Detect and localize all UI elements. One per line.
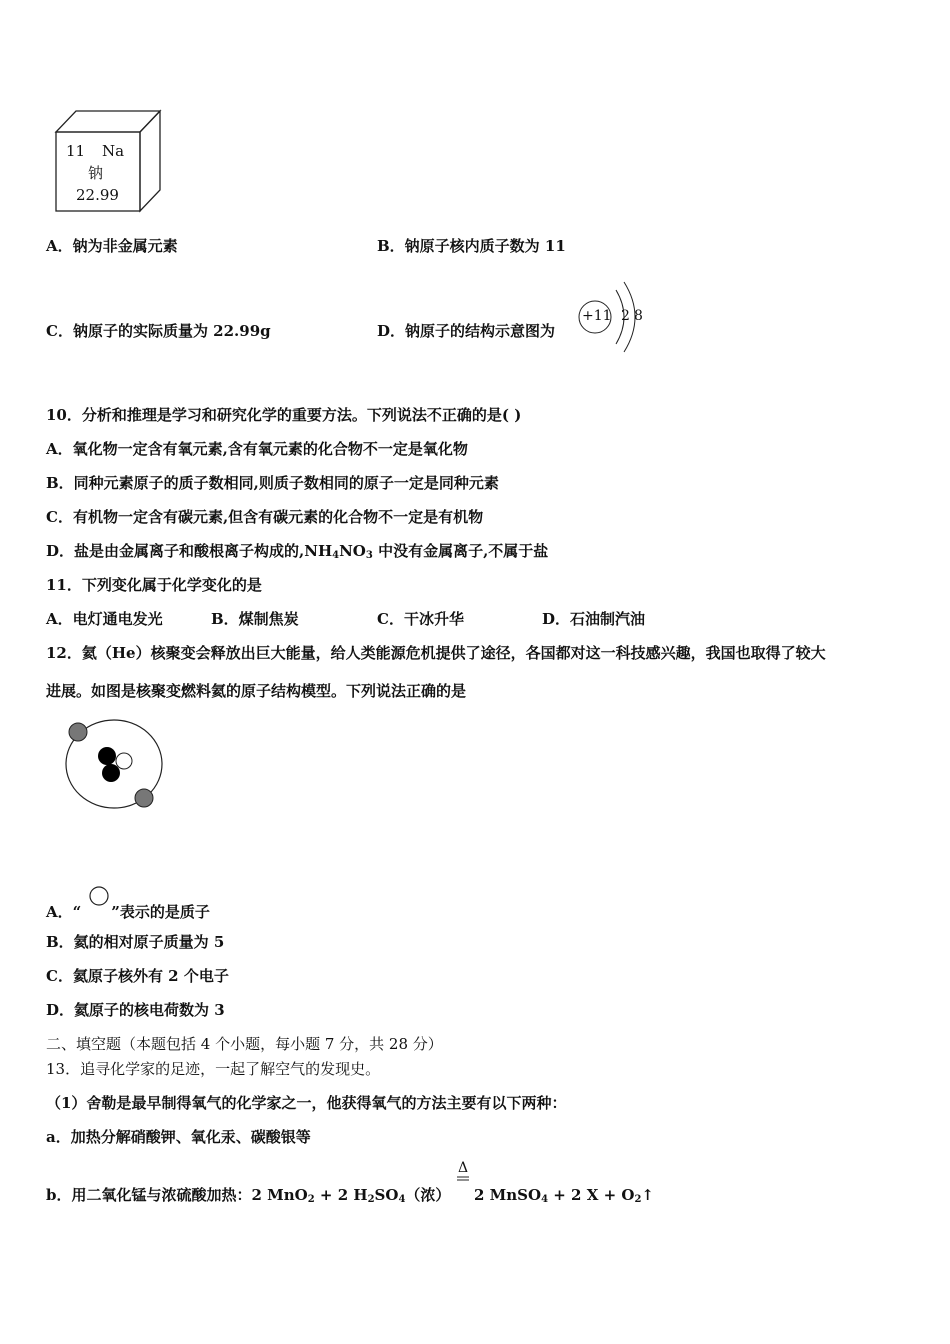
q13-sub5: 2 (634, 1194, 642, 1205)
q13-b-mid1: + 2 H (314, 1186, 368, 1204)
q9-option-b: B．钠原子核内质子数为 11 (377, 237, 566, 255)
q12-stem-line2: 进展。如图是核聚变燃料氦的原子结构模型。下列说法正确的是 (46, 682, 467, 700)
q10-option-a: A．氧化物一定含有氧元素,含有氧元素的化合物不一定是氧化物 (46, 440, 468, 458)
q13-b-sub3: 4 (398, 1194, 406, 1205)
q13-b-mid2: SO (374, 1186, 399, 1204)
q12-a-prefix: A．“ (46, 903, 82, 921)
section-2-heading: 二、填空题（本题包括 4 个小题，每小题 7 分，共 28 分） (46, 1035, 443, 1053)
atom-shell-2: 8 (634, 308, 643, 324)
q9-option-d: D．钠原子的结构示意图为 (377, 322, 556, 340)
q10-option-c: C．有机物一定含有碳元素,但含有碳元素的化合物不一定是有机物 (46, 508, 484, 526)
q13-b-mid3: （浓） (405, 1186, 451, 1204)
q10-option-d (46, 541, 548, 561)
q11-option-a: A．电灯通电发光 (46, 610, 163, 628)
helium-atom-model (62, 716, 172, 816)
reaction-condition (452, 1158, 474, 1188)
q10-d-mid: NO (339, 542, 366, 560)
q13-products (474, 1185, 654, 1205)
q10-d-sub1: 4 (332, 550, 340, 561)
q13-method-a: a．加热分解硝酸钾、氧化汞、碳酸银等 (46, 1128, 311, 1146)
q13-stem: 13．追寻化学家的足迹，一起了解空气的发现史。 (46, 1060, 381, 1078)
element-atomic-number: 11 (66, 142, 86, 160)
q13-b-sub1: 2 (307, 1194, 315, 1205)
element-name: 钠 (88, 164, 104, 182)
q13-b-prefix: b．用二氧化锰与浓硫酸加热：2 MnO (46, 1186, 308, 1204)
q11-stem: 11．下列变化属于化学变化的是 (46, 576, 262, 594)
q9-option-a: A．钠为非金属元素 (46, 237, 178, 255)
atom-structure-diagram (576, 272, 656, 362)
gas-arrow: ↑ (641, 1186, 654, 1204)
q10-option-b: B．同种元素原子的质子数相同,则质子数相同的原子一定是同种元素 (46, 474, 499, 492)
helium-atom-drawing (62, 716, 172, 816)
q13-prod2: + 2 X + O (548, 1186, 635, 1204)
q13-b-sub2: 2 (367, 1194, 375, 1205)
neutron-symbol-icon (81, 885, 111, 911)
q10-d-sub2: 3 (365, 550, 373, 561)
element-symbol: Na (102, 142, 125, 160)
q13-part1: （1）舍勒是最早制得氧气的化学家之一，他获得氧气的方法主要有以下两种： (46, 1094, 567, 1112)
element-tile (52, 108, 164, 214)
q13-sub4: 4 (541, 1194, 549, 1205)
atom-nucleus-charge: +11 (582, 308, 612, 324)
heat-symbol: Δ (457, 1160, 469, 1176)
q10-d-prefix: D．盐是由金属离子和酸根离子构成的,NH (46, 542, 333, 560)
q12-option-d: D．氦原子的核电荷数为 3 (46, 1001, 225, 1019)
q11-option-d: D．石油制汽油 (542, 610, 646, 628)
q13-method-b (46, 1185, 450, 1205)
q13-prod1: 2 MnSO (474, 1186, 542, 1204)
q12-stem-line1: 12．氦（He）核聚变会释放出巨大能量，给人类能源危机提供了途径，各国都对这一科技感兴趣，我国也取得了较大 (46, 644, 826, 662)
atom-shell-1: 2 (621, 308, 630, 324)
q12-option-a (46, 885, 210, 922)
q11-option-c: C．干冰升华 (377, 610, 464, 628)
element-mass: 22.99 (76, 186, 119, 204)
q12-option-b: B．氦的相对原子质量为 5 (46, 933, 225, 951)
q10-d-suffix: 中没有金属离子,不属于盐 (372, 542, 549, 560)
q12-a-suffix: ”表示的是质子 (111, 903, 210, 921)
q10-stem: 10．分析和推理是学习和研究化学的重要方法。下列说法不正确的是( ) (46, 406, 522, 424)
equals-sign-icon (452, 1176, 474, 1182)
q11-option-b: B．煤制焦炭 (211, 610, 299, 628)
q12-option-c: C．氦原子核外有 2 个电子 (46, 967, 229, 985)
q9-option-c: C．钠原子的实际质量为 22.99g (46, 322, 271, 340)
